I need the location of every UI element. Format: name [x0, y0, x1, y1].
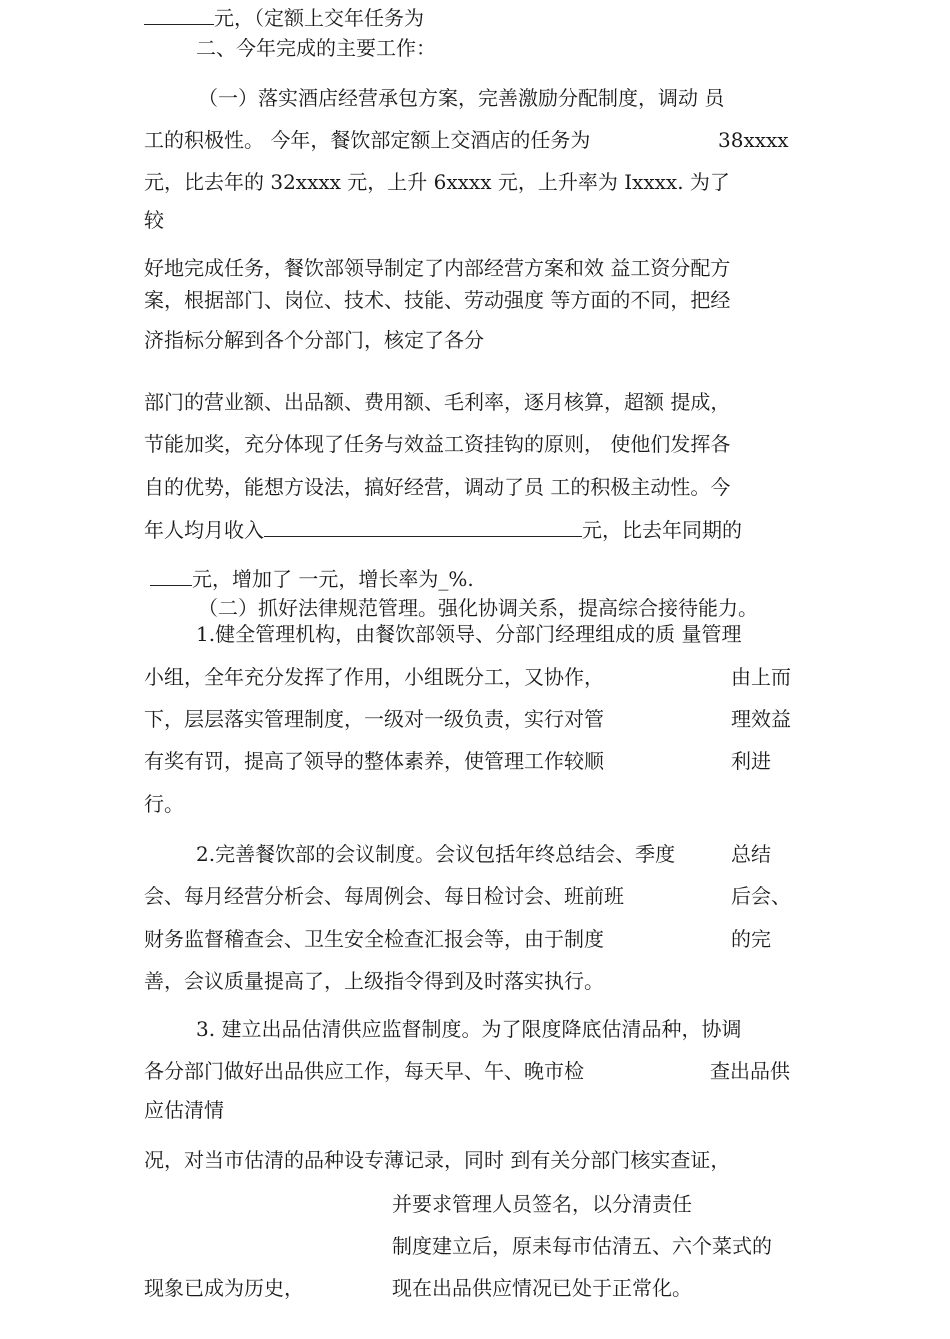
text-line: 总结 — [731, 842, 771, 866]
text-line: 后会、 — [731, 884, 791, 908]
text-line: 利进 — [731, 749, 771, 773]
text-line: 小组，全年充分发挥了作用，小组既分工，又协作， — [144, 665, 604, 689]
text-line: 行。 — [144, 792, 184, 816]
text-line: 并要求管理人员签名，以分清责任 — [392, 1192, 692, 1216]
text-line: 元，增加了 一元，增长率为_%. — [150, 565, 474, 593]
fill-blank — [264, 516, 582, 537]
text-line: 各分部门做好出品供应工作，每天早、午、晚市检 — [144, 1059, 584, 1083]
text-line: 年人均月收入 元，比去年同期的 — [144, 518, 742, 542]
section-heading: 二、今年完成的主要工作： — [196, 36, 436, 60]
text-line: 元，比去年的 32xxxx 元，上升 6xxxx 元，上升率为 Ixxxx. 为了 — [144, 170, 730, 194]
text-line: 案，根据部门、岗位、技术、技能、劳动强度 等方面的不同，把经 — [144, 288, 731, 312]
text-line: 现象已成为历史， — [144, 1276, 304, 1300]
text-line: 2.完善餐饮部的会议制度。会议包括年终总结会、季度 — [196, 842, 676, 866]
text-line: 查出品供 — [710, 1059, 790, 1083]
text-line: 的完 — [731, 927, 771, 951]
text-line: 有奖有罚，提高了领导的整体素养，使管理工作较顺 — [144, 749, 604, 773]
text-line: 工的积极性。 今年，餐饮部定额上交酒店的任务为 — [144, 128, 591, 152]
text-line: 善，会议质量提高了，上级指令得到及时落实执行。 — [144, 969, 604, 993]
text-line: 1.健全管理机构，由餐饮部领导、分部门经理组成的质 量管理 — [196, 622, 742, 646]
text-line: 况，对当市估清的品种设专薄记录，同时 到有关分部门核实查证， — [144, 1148, 731, 1172]
text-line: 应估清情 — [144, 1098, 224, 1122]
text-line: 部门的营业额、出品额、费用额、毛利率，逐月核算，超额 提成， — [144, 390, 731, 414]
text-line: 好地完成任务，餐饮部领导制定了内部经营方案和效 益工资分配方 — [144, 256, 731, 280]
text-line: 下，层层落实管理制度，一级对一级负责，实行对管 — [144, 707, 604, 731]
text-line: 节能加奖，充分体现了任务与效益工资挂钩的原则， 使他们发挥各 — [144, 432, 731, 456]
text-line: 财务监督稽查会、卫生安全检查汇报会等，由于制度 — [144, 927, 604, 951]
text-line: 自的优势，能想方设法，搞好经营，调动了员 工的积极主动性。今 — [144, 475, 731, 499]
text-line: 较 — [144, 208, 164, 232]
subsection-heading: （一）落实酒店经营承包方案，完善激励分配制度，调动 员 — [198, 86, 725, 110]
text-line: 制度建立后，原耒每市估清五、六个菜式的 — [392, 1234, 772, 1258]
text-line: 元，（定额上交年任务为 — [144, 4, 424, 32]
text-line: 38xxxx — [718, 128, 789, 152]
subsection-heading: （二）抓好法律规范管理。强化协调关系，提高综合接待能力。 — [198, 596, 758, 620]
text-line: 会、每月经营分析会、每周例会、每日检讨会、班前班 — [144, 884, 624, 908]
text-line: 由上而 — [731, 665, 791, 689]
fill-blank — [150, 565, 192, 586]
text-line: 理效益 — [731, 707, 791, 731]
text-line: 济指标分解到各个分部门，核定了各分 — [144, 328, 484, 352]
text-line: 3. 建立出品估清供应监督制度。为了限度降底估清品种，协调 — [196, 1017, 742, 1041]
fill-blank — [144, 4, 214, 25]
text-line: 现在出品供应情况已处于正常化。 — [392, 1276, 692, 1300]
